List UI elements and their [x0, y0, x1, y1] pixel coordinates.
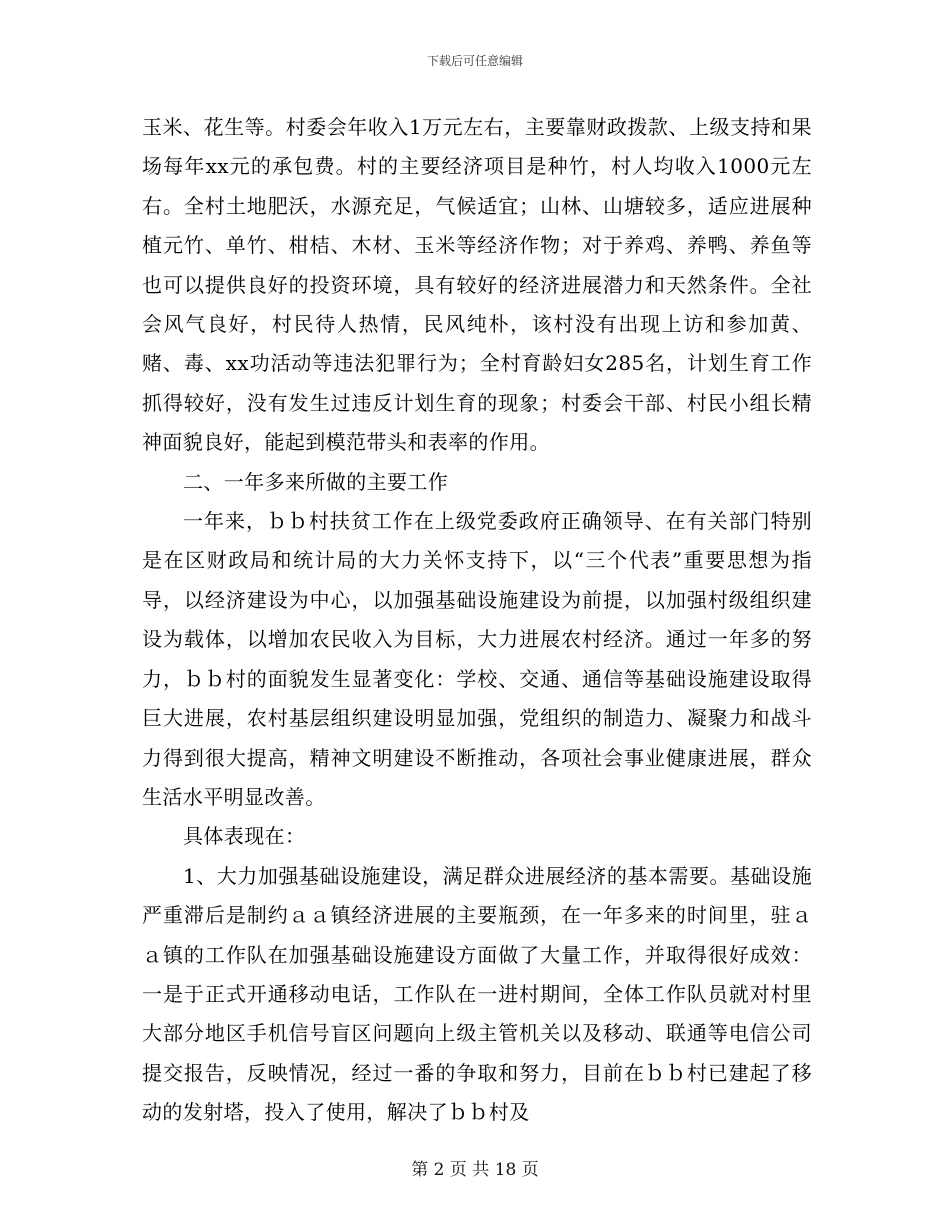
page-header-note: 下载后可任意编辑 — [426, 54, 523, 68]
paragraph-specific-intro: 具体表现在： — [183, 824, 306, 849]
section-heading-main-work: 二、一年多来所做的主要工作 — [183, 469, 449, 494]
paragraph-infrastructure: 1、大力加强基础设施建设，满足群众进展经济的基本需要。基础设施严重滞后是制约ａａ镇经济进展的主要瓶颈，在一年多来的时间里，驻ａａ镇的工作队在加强基础设施建设方面做了大量工作，并取得很好成效：一是于正式开通移动电话，工作队在一进村期间，全体工作队员就对村里大部分地区手机信号盲区问题向上级主管机关以及移动、联通等电信公司提交报告，反映情况，经过一番的争取和努力，目前在ｂｂ村已建起了移动的发射塔，投入了使用，解决了ｂｂ村及 — [142, 863, 812, 1125]
document-body — [142, 108, 812, 1133]
paragraph-poverty-work-summary: 一年来，ｂｂ村扶贫工作在上级党委政府正确领导、在有关部门特别是在区财政局和统计局的大力关怀支持下，以“三个代表”重要思想为指导，以经济建设为中心，以加强基础设施建设为前提，以加强村级组织建设为载体，以增加农民收入为目标，大力进展农村经济。通过一年多的努力，ｂｂ村的面貌发生显著变化：学校、交通、通信等基础设施建设取得巨大进展，农村基层组织建设明显加强，党组织的制造力、凝聚力和战斗力得到很大提高，精神文明建设不断推动，各项社会事业健康进展，群众生活水平明显改善。 — [142, 509, 812, 809]
paragraph-village-overview: 玉米、花生等。村委会年收入1万元左右，主要靠财政拨款、上级支持和果场每年xx元的承包费。村的主要经济项目是种竹，村人均收入1000元左右。全村土地肥沃，水源充足，气候适宜；山林、山塘较多，适应进展种植元竹、单竹、柑桔、木材、玉米等经济作物；对于养鸡、养鸭、养鱼等也可以提供良好的投资环境，具有较好的经济进展潜力和天然条件。全社会风气良好，村民待人热情，民风纯朴，该村没有出现上访和参加黄、赌、毒、xx功活动等违法犯罪行为；全村育龄妇女285名，计划生育工作抓得较好，没有发生过违反计划生育的现象；村委会干部、村民小组长精神面貌良好，能起到模范带头和表率的作用。 — [142, 115, 812, 455]
page-number-footer: 第 2 页 共 18 页 — [411, 1160, 539, 1180]
